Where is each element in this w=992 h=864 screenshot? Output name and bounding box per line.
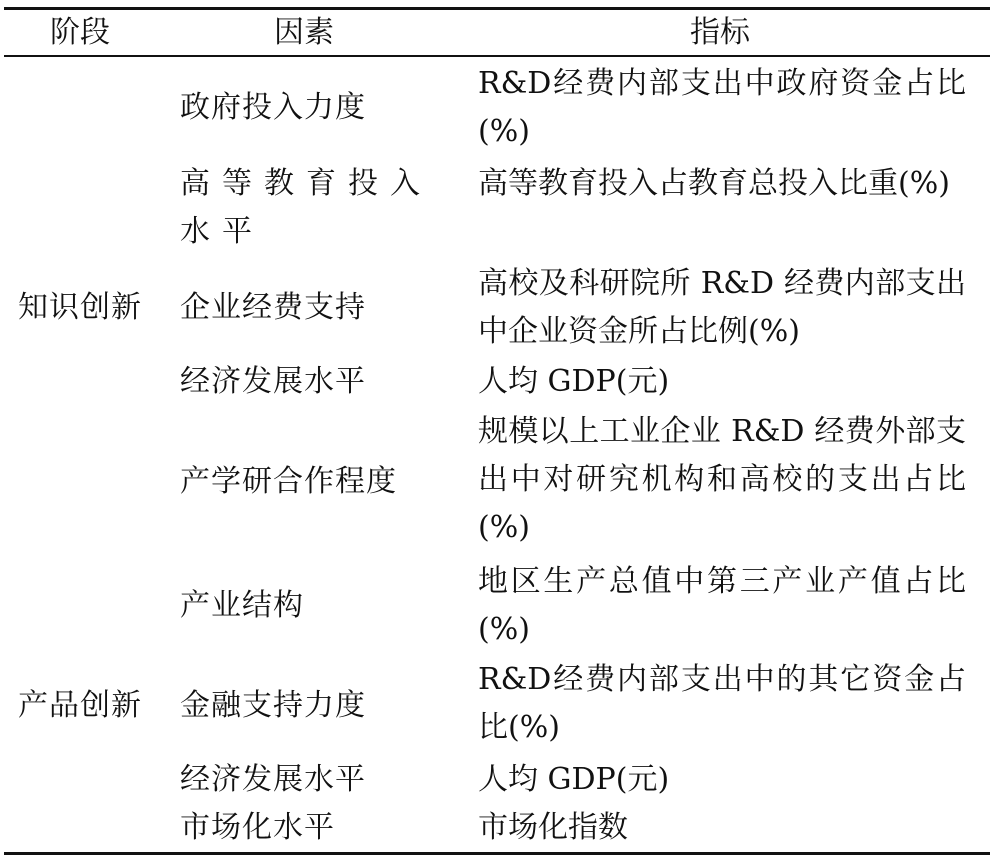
factor-enterprise-funding: 企业经费支持	[180, 290, 366, 325]
indicator-economic-development-2: 人均 GDP(元)	[478, 762, 670, 797]
factor-industrial-structure: 产业结构	[180, 588, 304, 623]
indicator-economic-development: 人均 GDP(元)	[478, 364, 670, 399]
factor-marketization: 市场化水平	[180, 810, 335, 845]
indicator-higher-education: 高等教育投入占教育总投入比重(%)	[478, 166, 950, 201]
factor-higher-education: 高等教育投入水平	[180, 166, 432, 249]
indicator-financial-support: R&D经费内部支出中的其它资金占比(%)	[478, 662, 966, 745]
stage-product-innovation: 产品创新	[18, 688, 142, 723]
indicator-marketization: 市场化指数	[478, 810, 628, 845]
factor-industry-academia-cooperation: 产学研合作程度	[180, 464, 397, 499]
factor-economic-development-2: 经济发展水平	[180, 762, 366, 797]
factor-financial-support: 金融支持力度	[180, 688, 366, 723]
table-top-rule	[4, 7, 990, 10]
header-indicator: 指标	[690, 15, 750, 50]
table-bottom-rule	[4, 852, 990, 855]
stage-knowledge-innovation: 知识创新	[18, 290, 142, 325]
indicator-industrial-structure: 地区生产总值中第三产业产值占比(%)	[478, 564, 966, 647]
header-factor: 因素	[274, 15, 334, 50]
indicator-enterprise-funding: 高校及科研院所 R&D 经费内部支出中企业资金所占比例(%)	[478, 266, 966, 349]
table-header-rule	[4, 55, 990, 57]
factor-government-investment: 政府投入力度	[180, 90, 366, 125]
header-stage: 阶段	[50, 15, 110, 50]
indicator-government-investment: R&D经费内部支出中政府资金占比(%)	[478, 66, 966, 149]
indicator-industry-academia-cooperation: 规模以上工业企业 R&D 经费外部支出中对研究机构和高校的支出占比(%)	[478, 414, 966, 545]
factor-economic-development: 经济发展水平	[180, 364, 366, 399]
